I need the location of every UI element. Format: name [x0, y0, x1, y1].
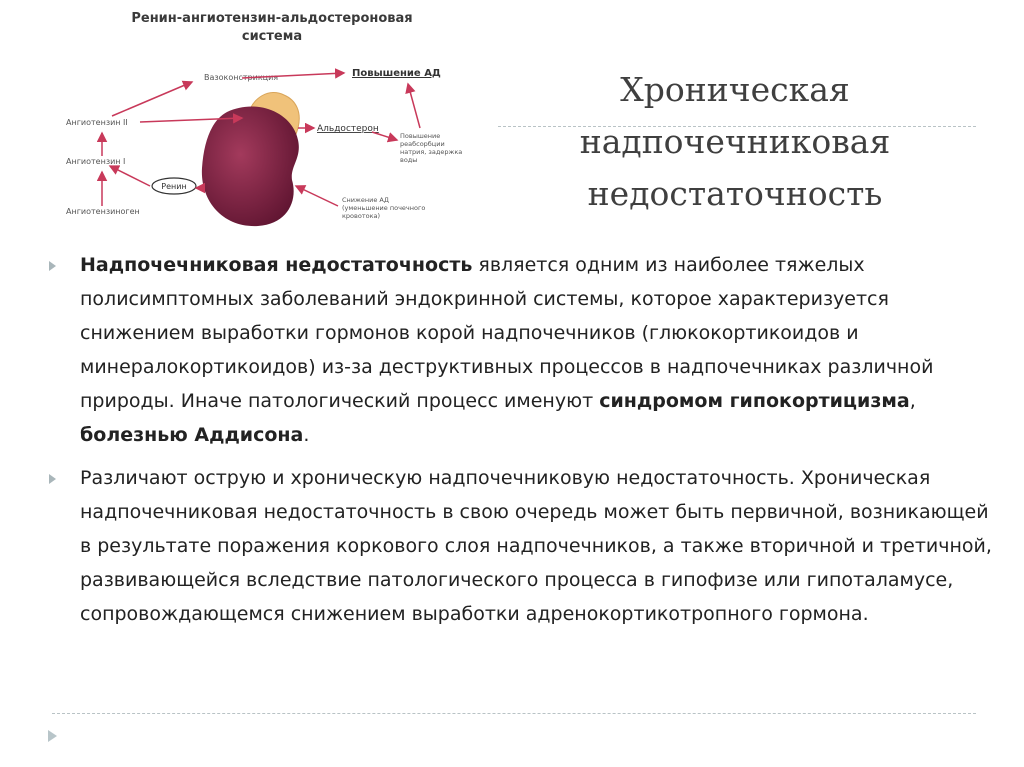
kidney-shape	[202, 107, 299, 227]
diagram-title-line2: система	[241, 29, 303, 44]
bullet-1-period: .	[303, 424, 310, 446]
label-vasoconstriction: Вазоконстрикция	[204, 73, 279, 82]
bullet-arrow-icon	[49, 261, 56, 271]
footer-arrow-icon	[48, 730, 57, 742]
bullet-item-2	[48, 461, 998, 631]
label-angiotensinogen: Ангиотензиноген	[66, 207, 140, 216]
bullet-2-text: Различают острую и хроническую надпочечниковую недостаточность. Хроническая надпочечниковая недостаточность в свою очередь может быть первичной, возникающей в результате поражения коркового слоя надпочечников, а также вторичной и третичной, развивающейся вследствие патологического процесса в гипофизе или гипоталамусе, сопровождающемся снижением выработки адренокортикотропного гормона.	[80, 467, 992, 625]
raas-diagram-svg	[52, 0, 492, 232]
label-angiotensin-2: Ангиотензин II	[66, 118, 128, 127]
raas-diagram	[52, 0, 492, 232]
slide-title-line-3: недостаточность	[587, 174, 883, 213]
slide-title-line-1: Хроническая	[620, 70, 850, 109]
label-bp-drop-3: кровотока)	[342, 212, 381, 220]
label-effect-3: натрия, задержка	[400, 148, 463, 156]
bullet-1-term: Надпочечниковая недостаточность	[80, 254, 473, 276]
bullet-list	[48, 248, 998, 640]
label-bp-drop-1: Снижение АД	[342, 196, 389, 204]
label-renin: Ренин	[161, 182, 187, 191]
slide-title	[510, 64, 960, 220]
footer-divider	[52, 713, 976, 714]
label-aldosterone: Альдостерон	[317, 124, 379, 134]
label-bp-increase: Повышение АД	[352, 68, 441, 79]
bullet-1-synonym-1: синдромом гипокортицизма	[599, 390, 910, 412]
slide-title-line-2: надпочечниковая	[579, 122, 891, 161]
label-effect-4: воды	[400, 156, 418, 164]
label-effect-2: реабсорбции	[400, 140, 445, 148]
bullet-item-1	[48, 248, 998, 452]
label-angiotensin-1: Ангиотензин I	[66, 157, 126, 166]
label-bp-drop-2: (уменьшение почечного	[342, 204, 426, 212]
bullet-arrow-icon	[49, 474, 56, 484]
diagram-title-line1: Ренин-ангиотензин-альдостероновая	[131, 11, 413, 26]
bullet-1-synonym-2: болезнью Аддисона	[80, 424, 304, 446]
bullet-1-separator: ,	[909, 390, 916, 412]
bullet-1-text: является одним из наиболее тяжелых полисимптомных заболеваний эндокринной системы, которое характеризуется снижением выработки гормонов корой надпочечников (глюкокортикоидов и минералокортикоидов) из-за деструктивных процессов в надпочечниках различной природы. Иначе патологический процесс именуют	[80, 254, 934, 412]
label-effect-1: Повышение	[400, 132, 441, 140]
